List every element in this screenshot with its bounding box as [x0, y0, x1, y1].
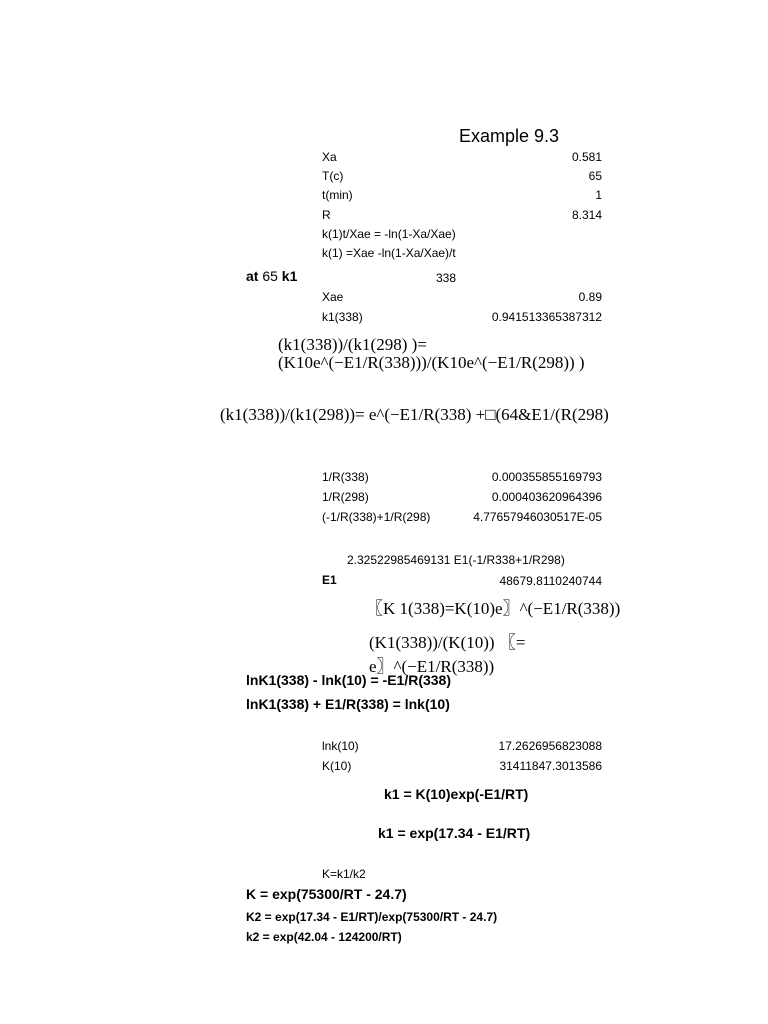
ratio-equation-line-2: (K10e^(−E1/R(338)))/(K10e^(−E1/R(298)) ): [278, 353, 585, 372]
ratio-equation-line-3: (k1(338))/(k1(298))= e^(−E1/R(338) +□(64&E1/(R(298): [220, 405, 609, 424]
tmin-label: t(min): [322, 188, 353, 202]
k1-formula-2: k1 = exp(17.34 - E1/RT): [378, 825, 531, 841]
k1-formula: k1 = K(10)exp(-E1/RT): [384, 786, 529, 802]
tmin-value: 1: [595, 188, 602, 202]
k1-label: k1(338): [322, 310, 363, 324]
lnk10-value: 17.2626956823088: [498, 739, 602, 753]
ratio-equation-line-1: (k1(338))/(k1(298) )=: [278, 335, 427, 354]
kelvin-value: 338: [436, 271, 457, 285]
ln-expression: 2.32522985469131 E1(-1/R338+1/R298): [347, 553, 565, 567]
tc-label: T(c): [322, 169, 344, 183]
k1-ratio-equation-a: (K1(338))/(K(10)) 〖=: [369, 633, 526, 652]
k1-exp-equation: 〖K 1(338)=K(10)e〗^(−E1/R(338)): [366, 599, 621, 618]
r338-value: 0.000355855169793: [491, 470, 602, 484]
page-title: Example 9.3: [459, 126, 560, 146]
k2-formula-2: k2 = exp(42.04 - 124200/RT): [246, 930, 402, 944]
k2-formula: K2 = exp(17.34 - E1/RT)/exp(75300/RT - 24.7): [246, 910, 498, 924]
diff-label: (-1/R(338)+1/R(298): [322, 510, 431, 524]
ln-line-2: lnK1(338) + E1/R(338) = lnk(10): [246, 696, 450, 712]
r298-value: 0.000403620964396: [491, 490, 602, 504]
tc-value: 65: [588, 169, 602, 183]
r298-label: 1/R(298): [322, 490, 369, 504]
rate-equation-1: k(1)t/Xae = -ln(1-Xa/Xae): [322, 227, 456, 241]
e1-value: 48679.8110240744: [499, 574, 602, 588]
xa-value: 0.581: [571, 150, 602, 164]
k-definition: K=k1/k2: [322, 867, 366, 881]
k10-value: 31411847.3013586: [499, 759, 602, 773]
at-prefix: at: [246, 268, 263, 284]
r-label: R: [322, 208, 331, 222]
k1-value: 0.941513365387312: [491, 310, 602, 324]
xa-label: Xa: [322, 150, 337, 164]
k1-ratio-equation-b: e〗^(−E1/R(338)): [369, 657, 495, 676]
at-65-label: [246, 268, 297, 284]
k10-label: K(10): [322, 759, 352, 773]
diff-value: 4.77657946030517E-05: [473, 510, 602, 524]
r-value: 8.314: [571, 208, 602, 222]
k-formula: K = exp(75300/RT - 24.7): [246, 886, 407, 902]
e1-label: E1: [322, 573, 337, 587]
rate-equation-2: k(1) =Xae -ln(1-Xa/Xae)/t: [322, 246, 456, 260]
xae-label: Xae: [322, 290, 344, 304]
ln-line-1: lnK1(338) - lnk(10) = -E1/R(338): [246, 672, 452, 688]
lnk10-label: lnk(10): [322, 739, 359, 753]
xae-value: 0.89: [578, 290, 602, 304]
at-number: 65: [262, 268, 278, 284]
at-suffix: k1: [277, 268, 298, 284]
r338-label: 1/R(338): [322, 470, 369, 484]
